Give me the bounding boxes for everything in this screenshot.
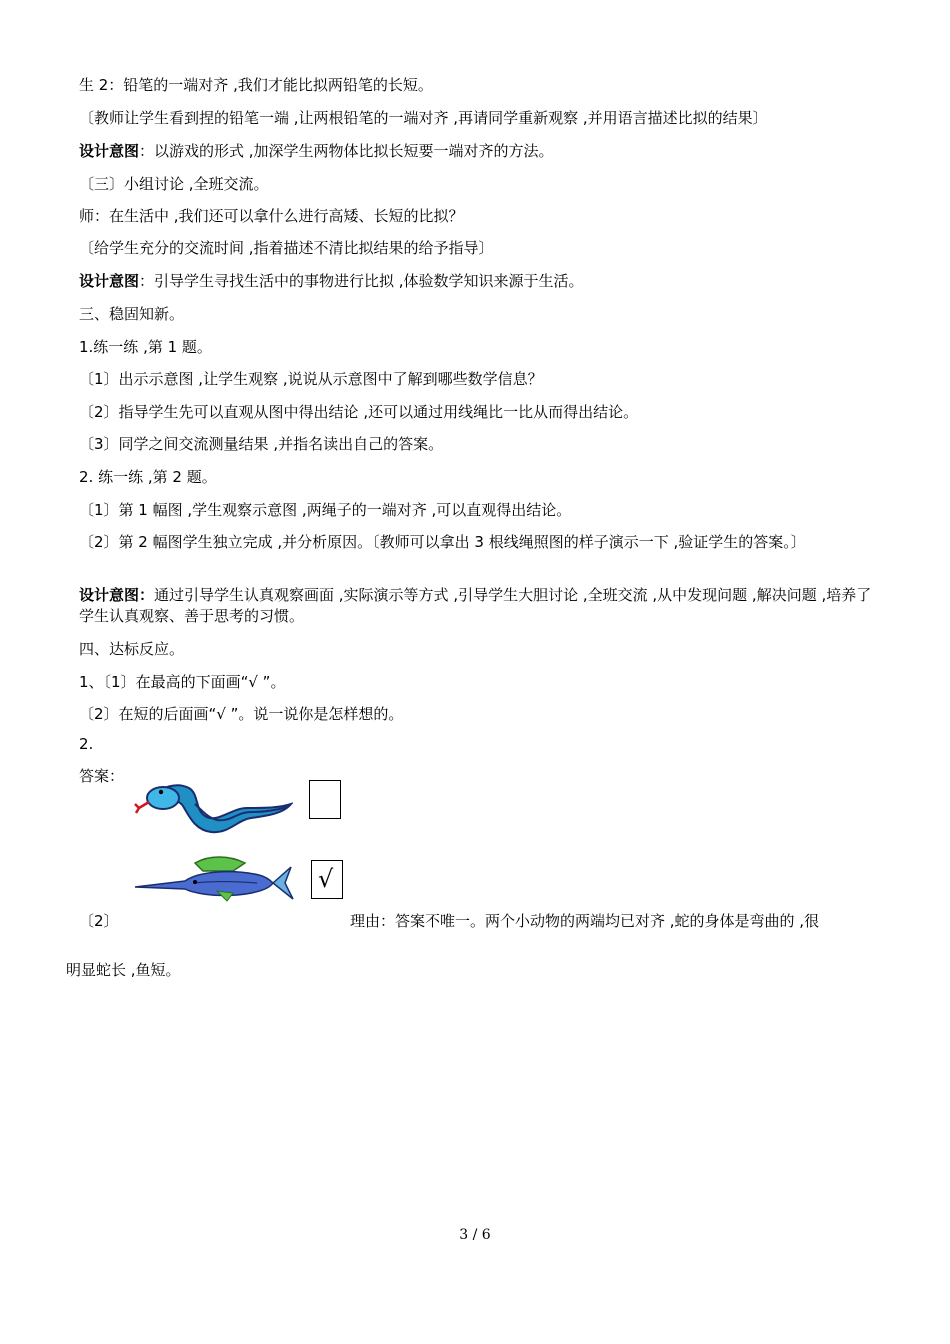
exercise-1-step-2: 〔2〕指导学生先可以直观从图中得出结论 ,还可以通过用线绳比一比从而得出结论。 [79,403,639,421]
assessment-q2: 2. [79,735,94,753]
snake-tongue [135,802,149,813]
text-line-teacher-question: 师：在生活中 ,我们还可以拿什么进行高矮、长短的比拟？ [79,207,464,225]
design-intent-1 [79,141,884,162]
design-intent-text: ：引导学生寻找生活中的事物进行比拟 ,体验数学知识来源于生活。 [139,272,584,290]
answer-reason: 理由：答案不唯一。两个小动物的两端均已对齐 ,蛇的身体是弯曲的 ,很 [350,912,820,930]
design-intent-3 [79,585,884,627]
design-intent-text: ：以游戏的形式 ,加深学生两物体比拟长短要一端对齐的方法。 [139,142,554,160]
section-group-discussion: 〔三〕小组讨论 ,全班交流。 [79,175,269,193]
snake-eye [159,790,163,794]
exercise-1-step-3: 〔3〕同学之间交流测量结果 ,并指名读出自己的答案。 [79,435,444,453]
exercise-2-step-2: 〔2〕第 2 幅图学生独立完成 ,并分析原因。〔教师可以拿出 3 根线绳照图的样子演示一下 ,验证学生的答案。〕 [79,533,806,551]
snake-picture [133,778,293,836]
answer-part2-label: 〔2〕 [79,912,119,930]
design-intent-2 [79,271,884,292]
fish-tail [273,867,293,899]
fish-answer-box [311,860,343,899]
design-intent-text: 通过引导学生认真观察画面 ,实际演示等方式 ,引导学生大胆讨论 ,全班交流 ,从中发现问题 ,解决问题 ,培养了学生认真观察、善于思考的习惯。 [79,586,872,625]
answers-label: 答案： [79,767,125,785]
exercise-2-heading: 2. 练一练 ,第 2 题。 [79,468,217,486]
fish-body [135,872,273,896]
check-mark: √ [318,865,334,893]
design-intent-label: 设计意图 [79,142,140,160]
exercise-2-step-1: 〔1〕第 1 幅图 ,学生观察示意图 ,两绳子的一端对齐 ,可以直观得出结论。 [79,501,572,519]
section-assessment: 四、达标反应。 [79,640,185,658]
design-intent-label: 设计意图 [79,272,140,290]
fish-picture [133,853,295,903]
snake-answer-box [309,780,341,819]
section-consolidate: 三、稳固知新。 [79,305,185,323]
fish-dorsal-fin [195,857,245,871]
page-number: 3 / 6 [459,1227,491,1243]
answer-reason-continued: 明显蛇长 ,鱼短。 [66,961,181,979]
text-line-guidance: 〔给学生充分的交流时间 ,指着描述不清比拟结果的给予指导〕 [79,239,494,257]
snake-head [147,787,179,809]
fish-eye [193,880,197,884]
text-line-student2: 生 2：铅笔的一端对齐 ,我们才能比拟两铅笔的长短。 [79,76,433,94]
exercise-1-heading: 1.练一练 ,第 1 题。 [79,338,212,356]
text-line-teacher-note: 〔教师让学生看到捏的铅笔一端 ,让两根铅笔的一端对齐 ,再请同学重新观察 ,并用语言描述比拟的结果〕 [79,109,768,127]
assessment-q1-part2: 〔2〕在短的后面画“√ ”。说一说你是怎样想的。 [79,705,404,723]
design-intent-label: 设计意图： [79,586,155,604]
exercise-1-step-1: 〔1〕出示示意图 ,让学生观察 ,说说从示意图中了解到哪些数学信息？ [79,370,543,388]
assessment-q1-part1: 1、〔1〕在最高的下面画“√ ”。 [79,673,286,691]
